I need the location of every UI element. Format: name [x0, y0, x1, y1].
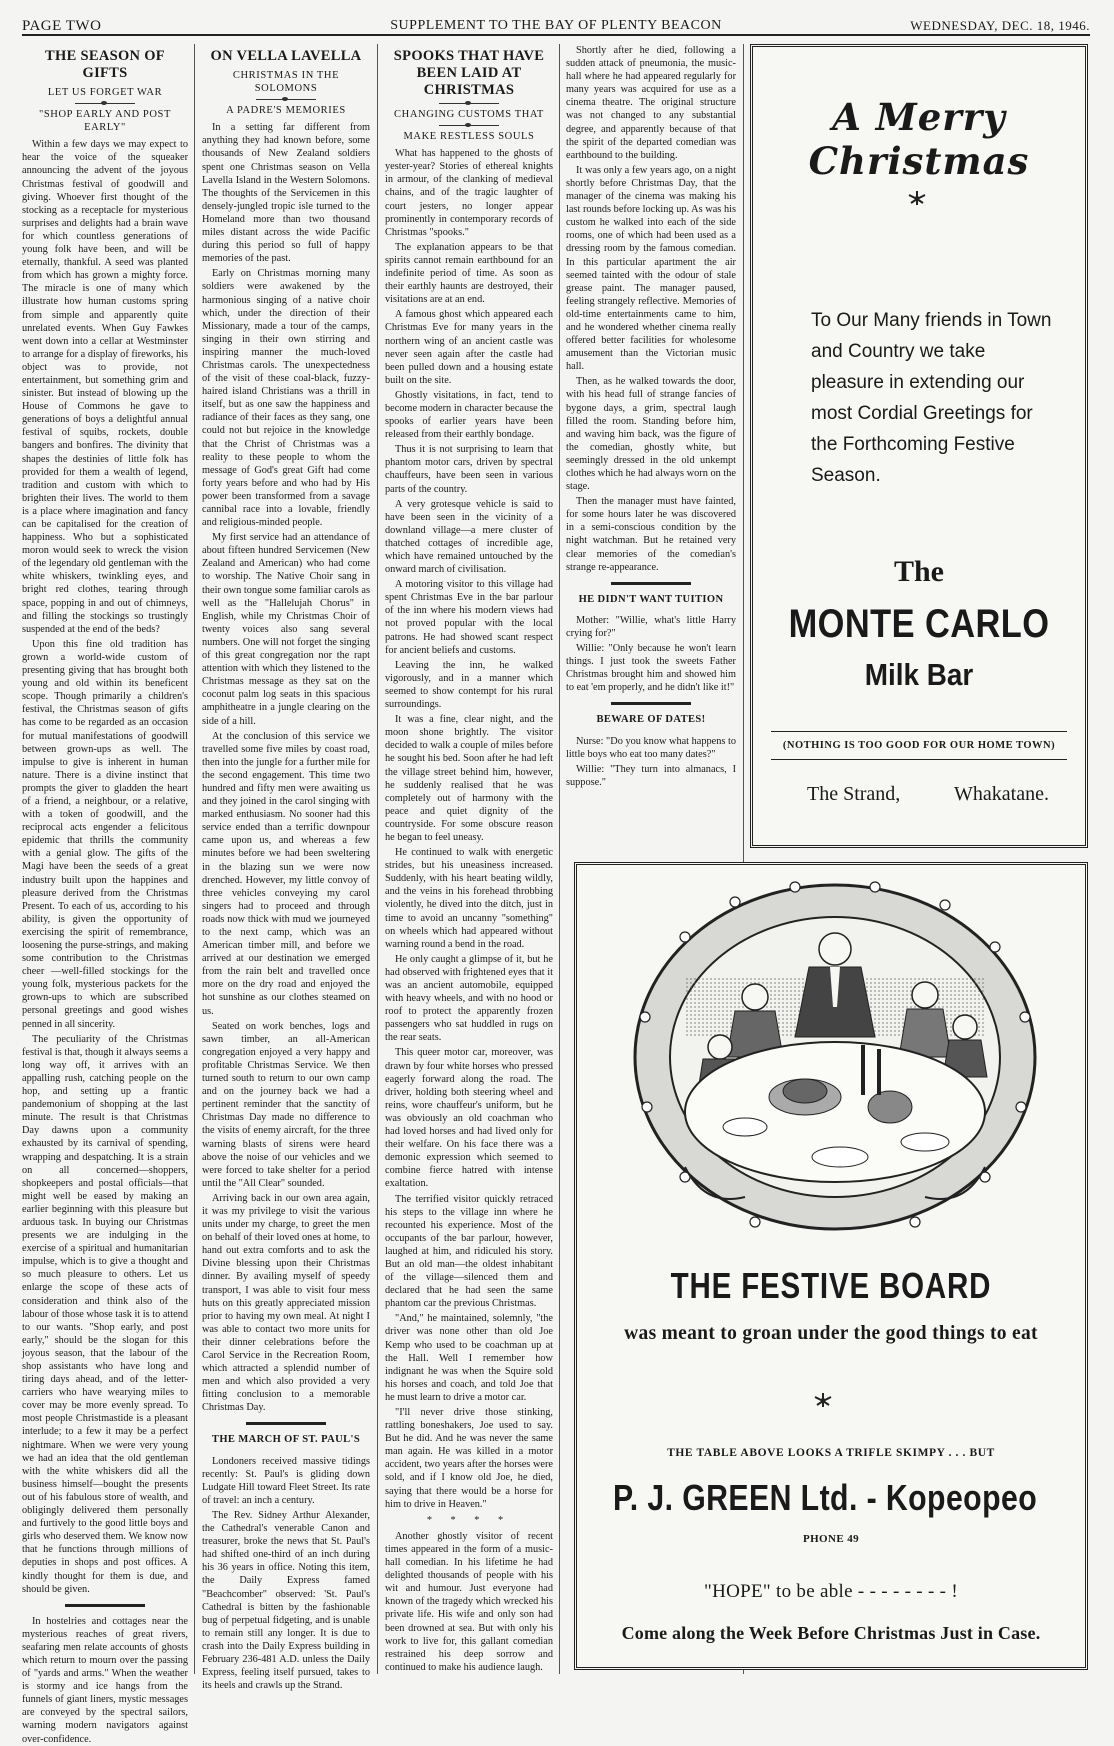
paragraph: "And," he maintained, solemnly, "the driver was none other than old Joe Kemp who used to be coachman up at the Hall. Well I remember how indignant he was when the Squire sold his horses and coach, and told Joe that he must learn to drive a motor car.: [385, 1313, 553, 1403]
joke-line: Mother: "Willie, what's little Harry crying for?": [566, 614, 736, 639]
paragraph: Thus it is not surprising to learn that phantom motor cars, driven by spectral chauffeurs, have been seen in various parts of the country.: [385, 444, 553, 495]
divider: [65, 1604, 145, 1607]
divider: [75, 103, 135, 104]
divider: [611, 582, 691, 585]
divider: [771, 731, 1067, 732]
masthead: [22, 12, 1090, 36]
headline: THE MARCH OF ST. PAUL'S: [211, 1434, 361, 1446]
section-break: * * * *: [426, 1514, 512, 1526]
paragraph: At the conclusion of this service we travelled some five miles by coast road, then into the jungle for a further mile for the second engagement. This time two hundred and fifty men were awaiting us and they joined in the carol singing with marked enthusiasm. No sooner had this service ended than a terrific downpour came upon us, and whereas a few minutes before we had been sweltering in the blazing sun we were now drenched. However, my little convoy of three vehicles conveying my carol singers had to proceed and through roads now thick with mud we journeyed to the next camp, which was an American timber mill, and before we arrived at our destination we emerged from the rain belt and travelled once more on the dry road and enjoyed the hot sunshine as our clothes steamed on us.: [202, 730, 370, 1017]
divider: [246, 1422, 326, 1425]
paragraph: He continued to walk with energetic strides, but his uneasiness increased. Suddenly, with his heart beating wildly, and the veins in his forehead throbbing violently, he dived into the ditch, just in time to avoid an uncanny "something" on wheels which had appeared without warning round a bend in the road.: [385, 847, 553, 950]
paragraph: Upon this fine old tradition has grown a world-wide custom of presenting giving that has brought both young and old within its beneficent scope. Though primarily a children's festival, the Christmas season of gifts has come to be regarded as an occasion for mutual manifestations of goodwill between grown-ups as well. The impulse to give is inherent in human nature. There is a divine instinct that prompts the giver to gladden the heart of a friend, a neighbour, or a relative, with a token of goodwill, and the reciprocal acts engender a felicitous epidemic that thrills the community with a genial glow. The gifts of the Magi have been the seeds of a great industry built upon the happines and pleasure derived from the Christmas Present. To each of us, according to his ability, is given the opportunity of exercising the spirit of remembrance, loosening the purse-strings, and making some contribution to the Christmas cheer —well-filled stockings for the young folk, mysterious packets for the grown-ups to which are subscribed personal greetings and good wishes penned in all sincerity.: [22, 638, 188, 1030]
paragraph: A very grotesque vehicle is said to have been seen in the vicinity of a downland village—a mere cluster of thatched cottages of incredible age, which have remained untouched by the onward march of civilisation.: [385, 498, 553, 576]
paragraph: This queer motor car, moreover, was drawn by four white horses who pressed eagerly forward along the road. The driver, holding both steering wheel and reins, wore chauffeur's uniform, but he was obviously an old coachman who had loved horses and had lived only for their welfare. On his face there was a demonic expression which seemed to combine fierce hatred with intense exaltation.: [385, 1047, 553, 1190]
paragraph: In a setting far different from anything they had known before, some thousands of New Zealand soldiers spent one Christmas season on Vella Lavella Island in the Western Solomons. The thoughts of the Servicemen in this densely-jungled tropic isle turned to the Homeland more than two thousand miles distant across the wide Pacific during this period so full of happy memories of the past.: [202, 122, 370, 265]
ad-business-type: Milk Bar: [864, 657, 974, 692]
paragraph: Shortly after he died, following a sudden attack of pneumonia, the music-hall where he had appeared regularly for many years was acquired for use as a cinema theatre. The original structure was not changed to any substantial degree, and apparently because of that the spirit of the departed comedian was earthbound to the building.: [566, 45, 736, 161]
joke-headline: BEWARE OF DATES!: [596, 714, 706, 726]
issue-date: WEDNESDAY, DEC. 18, 1946.: [910, 18, 1090, 33]
joke-line: Willie: "They turn into almanacs, I suppose.": [566, 763, 736, 788]
paragraph: Another ghostly visitor of recent times appeared in the form of a music-hall comedian. In his lifetime he had delighted thousands of people with his wit and humour. Just everyone had known of the tragedy which wrecked his private life. His wife and only son had been drowned at sea. But with only his work to live for, this gallant comedian restrained his deep sorrow and continued to make his audience laugh.: [385, 1530, 553, 1673]
ad-closing-line: Come along the Week Before Christmas Just in Case.: [621, 1623, 1041, 1643]
article-spooks-continued: [566, 44, 736, 844]
ad-street: The Strand,: [807, 783, 901, 805]
ad-phone: PHONE 49: [802, 1533, 860, 1545]
paragraph: Arriving back in our own area again, it was my privilege to visit the various units under my charge, to greet the men on behalf of their loved ones at home, to hand out extra comforts and to ask the Divine blessing upon their Christmas dinner. By availing myself of speedy transport, I was able to visit four mess huts on this greatly appreciated mission prior to having my own meal. At night I was able to contact two more units for their dinner celebrations before the Carol Service in the Recreation Room, which attracted a splendid number of men and which also provided a very fitting conclusion to a memorable Christmas Day.: [202, 1192, 370, 1414]
ad-greeting: A Merry Christmas: [808, 95, 1030, 183]
headline: THE SEASON OF GIFTS: [45, 48, 165, 81]
headline: SPOOKS THAT HAVE BEEN LAID AT CHRISTMAS: [393, 48, 545, 98]
joke-headline: HE DIDN'T WANT TUITION: [578, 593, 724, 605]
divider: [771, 759, 1067, 760]
article-spooks: [385, 44, 553, 1674]
paragraph: Early on Christmas morning many soldiers were awakened by the harmonious singing of a native choir which, under the direction of their Missionary, made a tour of the camps, singing in their own stirring and inspiring manner the much-loved Christmas carols. The unexpectedness of the visit of these coal-black, fuzzy-haired island Christians was a thrill in itself, but as one saw the happiness and radiance of their faces as they sang, one could not but rejoice in the knowledge that the Christ of Christmas was a reality to these people to whom the message of God's great Gift had come forty years before and who had by His power been transformed from a savage cannibal race into a lovable, friendly and religious-minded people.: [202, 268, 370, 529]
subhead: "SHOP EARLY AND POST EARLY": [38, 109, 172, 134]
paragraph: The terrified visitor quickly retraced his steps to the village inn where he recounted his experience. Most of the occupants of the bar parlour, however, laughed at him, and ridiculed his story. But an old man—the oldest inhabitant of the village—silenced them and declared that he had seen the same phantom car the previous Christmas.: [385, 1193, 553, 1310]
paragraph: The explanation appears to be that spirits cannot remain earthbound for an indefinite period of time. As soon as their earthly haunts are destroyed, their visitations are at an end.: [385, 241, 553, 306]
divider: [439, 125, 499, 126]
ad-message: To Our Many friends in Town and Country we take pleasure in extending our most Cordial Greetings for the Forthcoming Festive Season.: [811, 310, 1052, 486]
divider: [439, 103, 499, 104]
joke-line: Willie: "Only because he won't learn things. I just took the sweets Father Christmas brought him and showed him to eat 'em properly, and he didn't like it!": [566, 643, 736, 694]
paragraph: It was a fine, clear night, and the moon shone brightly. The visitor decided to walk a couple of miles before he sought his bed. Soon after he had left the village street behind him, however, he suddenly realised that he was completely out of harmony with the peace and quiet dignity of the countryside. For some obscure reason he began to feel uneasy.: [385, 714, 553, 843]
article-vella-lavella: [202, 44, 370, 1692]
paragraph: Ghostly visitations, in fact, tend to become modern in character because the spooks of earlier years have been released from their earthly bondage.: [385, 389, 553, 441]
ad-tagline: was meant to groan under the good things to eat: [624, 1323, 1038, 1344]
subhead: A PADRE'S MEMORIES: [226, 105, 346, 117]
paragraph: A famous ghost which appeared each Christmas Eve for many years in the northern wing of an ancient castle was never seen again after the castle had been pulled down and a housing estate built on the site.: [385, 309, 553, 386]
paragraph: It was only a few years ago, on a night shortly before Christmas Day, that the manager of the cinema was making his last rounds before locking up. As was his custom he walked into each of the side rooms, one of which had been used as a dressing room by the famous comedian. In this particular apartment the air seemed tainted with the odour of stale grease paint. The manager paused, feeling strangely reflective. Memories of old-time entertainments came to him, and he wondered whether cinema really offered better facilities for wholesome amusement than the Victorian music hall.: [566, 164, 736, 373]
column-rule: [559, 44, 560, 1674]
paragraph: "I'll never drive those stinking, rattling boneshakers, Joe used to say. But he did. And he was never the same man again. He was killed in a motor accident, two years after the horses were sold, and if I know old Joe, he died, saying that there would be a horse for him to drive in Heaven.": [385, 1407, 553, 1510]
ad-the: The: [893, 555, 944, 588]
paragraph: He only caught a glimpse of it, but he had observed with frightened eyes that it was an ancient automobile, equipped with heavy wheels, and with no hood or roof to protect the apparently frozen passengers who sat huddled in rugs on the rear seats.: [385, 953, 553, 1044]
paragraph: The peculiarity of the Christmas festival is that, though it always seems a long way off, it arrives with an appalling rush, catching people on the hop, and setting up a frantic pandemonium of shopping at the last minute. The result is that Christmas Day dawns upon a community exhausted by its carnival of spending, wrapping and despatching. It is a strain on all concerned—shoppers, shopkeepers and postal officials—that might well be eased by making an earlier beginning with this pleasure but arduous task. In buying our Christmas presents we are indulging in the exercise of a spiritual and humanitarian impulse, which is to give a thought and so much pleasure to others. Let us enlarge the scope of these acts of consideration and think also of the labour of those whose task it is to attend to our wants. "Shop early, and post early," should be the slogan for this joyous season, that the labour of the shop assistants who have long and tiring days ahead, and of the letter-carriers who have wearying miles to cover may be more evenly spread. To most people Christmastide is a pleasant interlude; to a few it may be a perfect nightmare. When we were very young we had an idea that the old gentleman with the white whiskers did all the business himself—bought the presents out of his fabulous store of wealth, and obligingly delivered them personally and furtively to the good little boys and girls who deserved them. We know now that he functions through millions of deputies in shops and post offices. A kindly thought for them is due, and should be given.: [22, 1033, 188, 1595]
divider: [611, 702, 691, 705]
headline: ON VELLA LAVELLA: [210, 48, 362, 64]
page-number: PAGE TWO: [22, 18, 102, 34]
subhead: CHANGING CUSTOMS THAT: [394, 109, 544, 120]
paragraph: The Rev. Sidney Arthur Alexander, the Cathedral's venerable Canon and treasurer, broke the news that St. Paul's had shifted one-third of an inch during his 36 years in office. Noting this item, the Daily Express famed "Beachcomber" observed: 'St. Paul's Cathedral is bitten by the fashionable bug of perpetual fidgeting, and is unable to remain still any longer. It is due to crash into the Daily Express building in February 236-481 A.D. unless the Daily Express, feeling itself pursued, takes to its heels and crawls up the Strand.: [202, 1509, 370, 1692]
subhead: MAKE RESTLESS SOULS: [403, 131, 535, 143]
paragraph: Leaving the inn, he walked vigorously, and in a manner which seemed to show contempt for his rural surroundings.: [385, 659, 553, 711]
ad-firm-name: P. J. GREEN Ltd. - Kopeopeo: [613, 1477, 1038, 1518]
ad-pj-green: [574, 862, 1088, 1670]
paper-title: SUPPLEMENT TO THE BAY OF PLENTY BEACON: [390, 18, 722, 33]
paragraph: My first service had an attendance of about fifteen hundred Servicemen (New Zealand and American) who had come to worship. The Native Choir sang in their own tongue some familiar carols as well as the "Hallelujah Chorus" in English, while my Christmas Choir of twenty voices also sang several numbers. One will not forget the singing of this great congregation nor the rapt attention with which they listened to the Christmas message as they sat on the coconut palm log seats in this spacious amphitheatre in a jungle clearing on the side of a hill.: [202, 532, 370, 727]
column-rule: [194, 44, 195, 1674]
paragraph: Londoners received massive tidings recently: St. Paul's is gliding down Ludgate Hill toward Fleet Street. Its rate of travel: an inch a century.: [202, 1455, 370, 1506]
ad-banner: THE FESTIVE BOARD: [670, 1265, 992, 1306]
ad-town: Whakatane.: [954, 783, 1049, 805]
article-season-of-gifts: [22, 44, 188, 1745]
joke-line: Nurse: "Do you know what happens to little boys who eat too many dates?": [566, 735, 736, 760]
ad-business-name: MONTE CARLO: [788, 602, 1050, 646]
ad-monte-carlo: [750, 44, 1088, 848]
christmas-dinner-illustration: [625, 877, 1045, 1257]
paragraph: In hostelries and cottages near the mysterious reaches of great rivers, seafaring men relate accounts of ghosts which return to mourn over the passing of "yards and arms." When the weather is stormy and ice hangs from the funnels of giant liners, mystic messages are conveyed by the spectral sailors, warning modern navigators against over-confidence.: [22, 1615, 188, 1745]
paragraph: Then the manager must have fainted, for some hours later he was discovered in a semi-conscious condition by the night watchman. But he retained very clear memories of the comedian's strange re-appearance.: [566, 496, 736, 573]
paragraph: Within a few days we may expect to hear the voice of the squeaker announcing the advent of the joyous Christmas festival of goodwill and giving. Whoever first thought of the stocking as a receptacle for mysterious surprises and delights had a brain wave for which countless generations of young folk have been, and will be eternally, thankful. A seed was planted from which has grown a mighty force. The miracle is one of many which illustrate how human customs spring from simple and apparently quite unrelated events. When Guy Fawkes went down into a cellar at Westminster to arrange for a display of fireworks, his object was to provide, not entertainment, but something grim and sinister. But instead of blowing up the House of Commons he gave to generations of boys a delightful annual festival of squibs, rockets, double bangers and bonfires. The divinity that shapes the destinies of little folk has provided for them a wealth of legend, tradition and custom with which to brighten their lives. The world to them is a place where imagination and fancy can be capitalised for the creation of happiness. Who but a sophisticated moron would seek to wreck the vision of the legendary old gentleman with the white whiskers, twinkling eyes, and bright red clothes, tearing through space, popping in and out of chimneys, and filling the stockings so trustingly suspended at the end of the beds?: [22, 139, 188, 635]
paragraph: Seated on work benches, logs and sawn timber, an all-American congregation enjoyed a very happy and profitable Christmas Service. We then turned south to return to our own camp and on the journey back we had a pertinent reminder that the sanctity of Christmas Day made no difference to the visits of enemy aircraft, for the three warning blasts of sirens were heard above the noise of our vehicles and we were forced to take shelter for a period until the "All Clear" sounded.: [202, 1020, 370, 1189]
holly-sprig-icon: [811, 1391, 835, 1409]
holly-sprig-icon: [905, 189, 929, 207]
subhead: LET US FORGET WAR: [47, 87, 163, 98]
ad-skimpy-line: THE TABLE ABOVE LOOKS A TRIFLE SKIMPY . . . BUT: [667, 1447, 995, 1459]
divider: [256, 99, 316, 100]
ad-hope-line: "HOPE" to be able - - - - - - - - !: [704, 1581, 958, 1602]
paragraph: A motoring visitor to this village had spent Christmas Eve in the bar parlour of the inn where his modern views had not proved popular with the local patrons. He had showed scant respect for ancient beliefs and customs.: [385, 579, 553, 656]
column-rule: [377, 44, 378, 1674]
ad-slogan: (NOTHING IS TOO GOOD FOR OUR HOME TOWN): [782, 740, 1056, 751]
subhead: CHRISTMAS IN THE SOLOMONS: [232, 70, 340, 95]
paragraph: Then, as he walked towards the door, with his head full of strange fancies of bygone days, a grim, spectral laugh filled the room. Standing before him, and waving him back, was the figure of the comedian, ghostly white, but seemingly dressed in the old unkempt clothes which he had always worn on the stage.: [566, 376, 736, 493]
paragraph: What has happened to the ghosts of yester-year? Stories of ethereal knights in armour, of the clanking of medieval chains, and of the tragic laughter of court jesters, no longer appear prominently in contemporary records of Christmas "spooks.": [385, 148, 553, 238]
